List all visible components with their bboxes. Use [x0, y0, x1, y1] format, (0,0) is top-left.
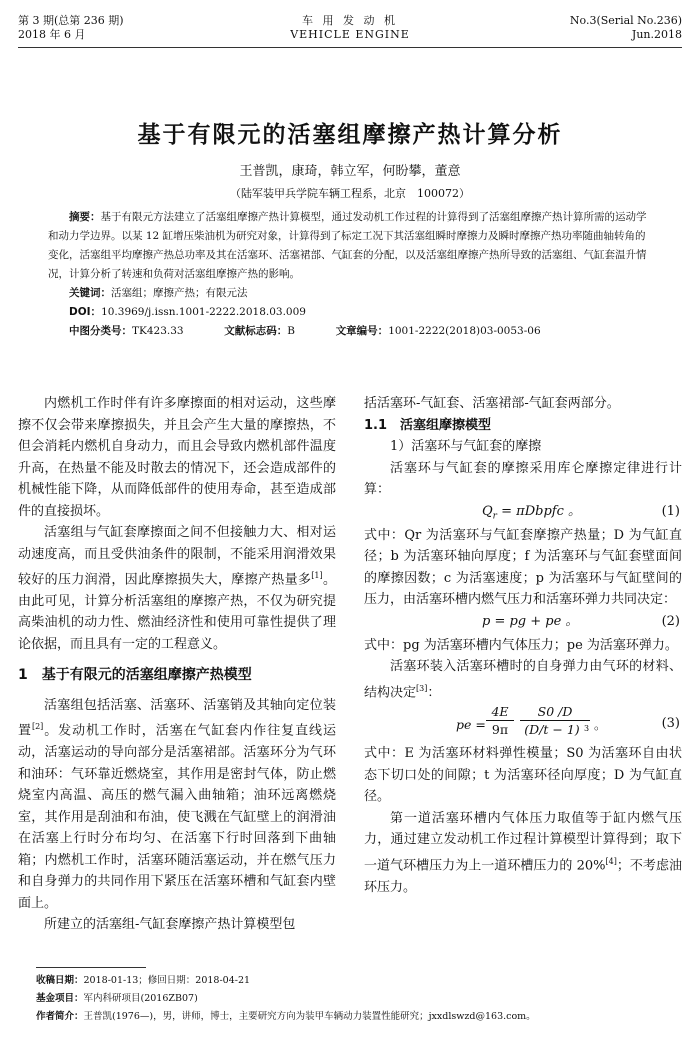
doc-code-value: B — [287, 325, 295, 337]
doi-label: DOI： — [69, 306, 102, 318]
subheading-ring-liner: 1）活塞环与气缸套的摩擦 — [390, 439, 542, 454]
paragraph-intro-1: 内燃机工作时伴有许多摩擦面的相对运动，这些摩擦不仅会带来摩擦损失，并且会产生大量的摩擦热，不但会消耗内燃机自身动力，而且会导致内燃机部件温度升高，在热量不能及时散去的情况下，还会造成部件的机械性能下降，从而降低部件的使用寿命，甚至造成部件的直接损坏。 — [18, 396, 336, 519]
eq3-den2: (D/t − 1) — [524, 722, 580, 738]
equation-1 — [364, 501, 682, 525]
paragraph-intro-2 — [18, 522, 336, 655]
affiliation: （陆军装甲兵学院车辆工程系，北京 100072） — [230, 187, 470, 200]
eq3-end: 。 — [594, 717, 607, 733]
abstract-text: 基于有限元方法建立了活塞组摩擦产热计算模型，通过发动机工作过程的计算得到了活塞组摩擦产热计算所需的运动学和动力学边界。以某 12 缸增压柴油机为研究对象，计算得到了标定工况下其活塞组瞬时摩擦力及瞬时摩擦产热功率随曲轴转角的变化，活塞组平均摩擦产热总功率及其在活塞环、活塞裙部、气缸套的分配，以及活塞组摩擦产热所导致的活塞组、气缸套温升情况，计算分析了转速和负荷对活塞组摩擦产热的影响。 — [48, 211, 647, 280]
clc-value: TK423.33 — [132, 325, 184, 337]
text: 活塞组与气缸套摩擦面之间不但接触力大、相对运动速度高，而且受供油条件的限制，不能采用润滑效果较好的压力润滑，因此摩擦损失大，摩擦产热量多 — [18, 525, 336, 588]
author-label: 作者简介： — [36, 1011, 84, 1022]
citation-3[interactable]: [3] — [416, 683, 428, 693]
text: 。由此可见，计算分析活塞组的摩擦产热，不仅为研究提高柴油机的动力性、燃油经济性和使用可靠性提供了理论依据，而且具有一定的工程意义。 — [18, 572, 336, 652]
paragraph-gas-pressure — [364, 808, 682, 898]
paragraph-model: 所建立的活塞组-气缸套摩擦产热计算模型包 — [44, 917, 296, 933]
doi-text: 10.3969/j.issn.1001-2222.2018.03.009 — [101, 306, 306, 318]
footnote-dates — [36, 972, 250, 990]
equation-1-number: (1) — [661, 503, 680, 519]
abstract-label: 摘要： — [69, 211, 101, 223]
author-text: 王普凯(1976—)，男，讲师，博士，主要研究方向为装甲车辆动力装置性能研究；jxxdlswzd@163.com。 — [83, 1011, 536, 1022]
paragraph-continued: 括活塞环-气缸套、活塞裙部-气缸套两部分。 — [364, 396, 620, 411]
section-1-heading: 1 基于有限元的活塞组摩擦产热模型 — [18, 667, 252, 684]
eq3-lhs: pe = — [456, 717, 486, 733]
abstract-block — [48, 208, 652, 341]
issue-number: 第 3 期(总第 236 期) — [18, 14, 124, 27]
issue-info-en — [570, 14, 682, 42]
left-column — [18, 393, 336, 936]
article-no-label: 文章编号： — [335, 325, 389, 337]
paragraph-piston-group — [18, 695, 336, 914]
doi — [48, 303, 652, 322]
fund-label: 基金项目： — [36, 993, 84, 1004]
paragraph-eq2-definitions: 式中：pg 为活塞环槽内气体压力；pe 为活塞环弹力。 — [364, 637, 678, 653]
paper-title: 基于有限元的活塞组摩擦产热计算分析 — [137, 121, 563, 148]
issue-date-en: Jun.2018 — [631, 28, 682, 41]
dates-text: 2018-01-13；修回日期：2018-04-21 — [83, 975, 251, 986]
text: ；不考虑油环压力。 — [364, 858, 682, 895]
text: 第一道活塞环槽内气体压力取值等于缸内燃气压力，通过建立发动机工作过程计算模型计算得到；取下一道气环槽压力为上一道环槽压力的 20% — [364, 810, 682, 874]
dates-label: 收稿日期： — [36, 975, 84, 986]
clc-label: 中图分类号： — [69, 325, 132, 337]
paragraph-eq3-definitions: 式中：E 为活塞环材料弹性模量；S0 为活塞环自由状态下切口处的间隙；t 为活塞环径向厚度；D 为气缸直径。 — [364, 746, 682, 805]
journal-name-en: VEHICLE ENGINE — [290, 28, 410, 41]
text: 活塞环装入活塞环槽时的自身弹力由气环的材料、结构决定 — [364, 659, 682, 700]
eq3-num2: S0 /D — [520, 704, 590, 721]
authors: 王普凯，康琦，韩立军，何盼攀，董意 — [239, 164, 461, 179]
right-column — [364, 393, 682, 898]
footnote-rule — [36, 967, 146, 968]
text: 。发动机工作时，活塞在气缸套内作往复直线运动，活塞运动的导向部分是活塞裙部。活塞环分为气环和油环：气环靠近燃烧室，其作用是密封气体，防止燃烧室内高温、高压的燃气漏入曲轴箱；油环远离燃烧室，其作用是刮油和布油，使飞溅在气缸壁上的润滑油在活塞上行时分布均匀、在活塞下行时回落到下曲轴箱；内燃机工作时，活塞环随活塞运动，并在燃气压力和自身弹力的共同作用下紧压在活塞环槽和气缸套内壁面上。 — [18, 723, 336, 911]
text: 活塞组包括活塞、活塞环、活塞销及其轴向定位装置 — [18, 697, 336, 739]
paragraph-coulomb: 活塞环与气缸套的摩擦采用库仑摩擦定律进行计算： — [364, 460, 682, 497]
section-1-1-heading: 1.1 活塞组摩擦模型 — [364, 417, 492, 433]
equation-2 — [364, 611, 682, 635]
equation-3-number: (3) — [661, 716, 680, 732]
eq1-rhs: = πDbpfc 。 — [501, 503, 581, 519]
eq1-lhs: Q — [482, 503, 493, 519]
equation-2-number: (2) — [661, 613, 680, 629]
eq1-sub: r — [492, 511, 497, 522]
keywords — [48, 284, 652, 303]
footnote-author — [36, 1008, 536, 1026]
eq3-num1: 4E — [486, 704, 514, 721]
article-no-value: 1001-2222(2018)03-0053-06 — [388, 325, 541, 337]
journal-name-cn: 车 用 发 动 机 — [302, 14, 398, 27]
issue-number-en: No.3(Serial No.236) — [569, 14, 682, 27]
equation-1-body — [482, 501, 581, 528]
paragraph-ring-elasticity — [364, 656, 682, 703]
fund-text: 军内科研项目(2016ZB07) — [83, 993, 198, 1004]
header-rule — [18, 47, 682, 48]
keywords-label: 关键词： — [69, 287, 111, 299]
keywords-text: 活塞组；摩擦产热；有限元法 — [111, 287, 248, 299]
classification-line — [48, 322, 652, 341]
paragraph-eq1-definitions: 式中：Qr 为活塞环与气缸套摩擦产热量；D 为气缸直径；b 为活塞环轴向厚度；f 为活塞环与气缸套壁面间的摩擦因数；c 为活塞速度；p 为活塞环与气缸壁间的压力，由活塞环槽内燃气压力和活塞环弹力共同决定： — [364, 527, 682, 607]
eq3-den1: 9π — [491, 722, 509, 738]
citation-2[interactable]: [2] — [31, 722, 44, 732]
eq3-exponent: 3 — [584, 724, 590, 734]
equation-2-body: p = pg + pe 。 — [482, 613, 579, 629]
issue-date: 2018 年 6 月 — [18, 28, 86, 41]
citation-4[interactable]: [4] — [605, 856, 617, 866]
text: ： — [427, 684, 441, 700]
citation-1[interactable]: [1] — [311, 571, 323, 580]
abstract — [48, 208, 652, 284]
equation-3 — [364, 703, 682, 743]
footnote-fund — [36, 990, 198, 1008]
doc-code-label: 文献标志码： — [224, 325, 288, 337]
